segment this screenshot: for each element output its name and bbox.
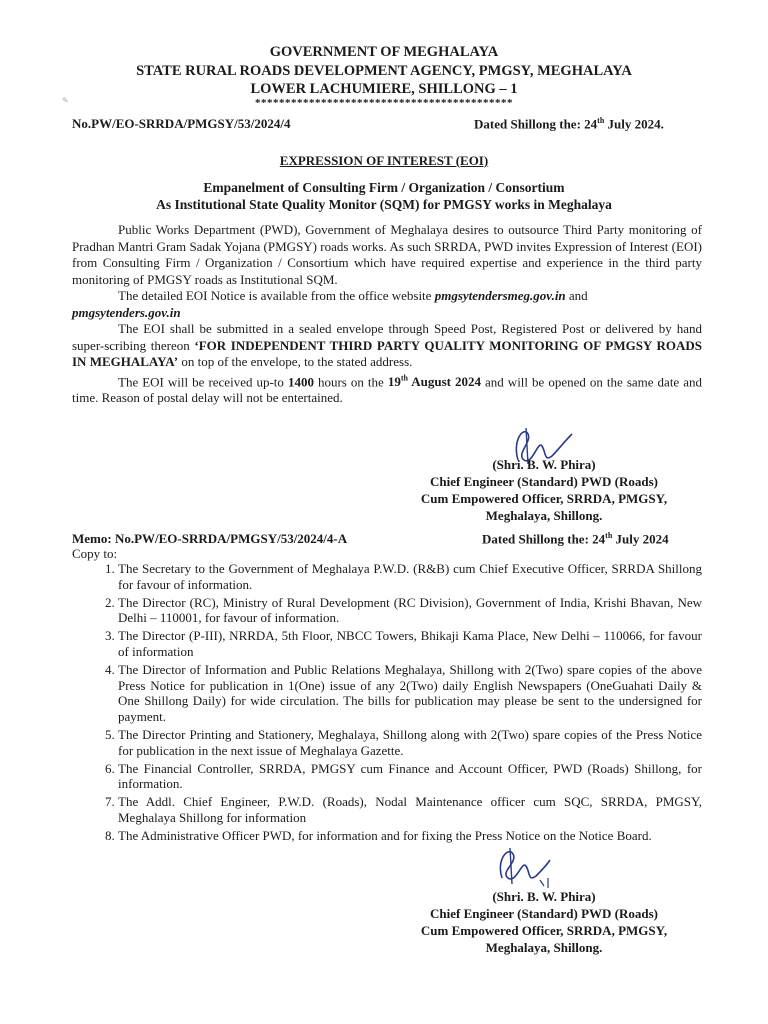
body-paragraph-4: The EOI will be received up-to 1400 hours on the 19th August 2024 and will be opened on the same date and time. Reason of postal delay will not be entertained.: [72, 373, 702, 406]
signature-block-1: [384, 456, 704, 524]
list-item: 5. The Director Printing and Stationery, Meghalaya, Shillong along with 2(Two) spare copies of the Press Notice for publication in the next issue of Meghalaya Gazette.: [118, 727, 702, 759]
signatory-office: Cum Empowered Officer, SRRDA, PMGSY,: [420, 491, 668, 506]
notice-body: [72, 222, 702, 407]
subtitle-line1: Empanelment of Consulting Firm / Organization / Consortium: [203, 180, 565, 195]
signature-scribble-2: [486, 842, 566, 894]
memo-number: Memo: No.PW/EO-SRRDA/PMGSY/53/2024/4-A: [72, 531, 348, 546]
signatory-location: Meghalaya, Shillong.: [485, 940, 603, 955]
header-government: GOVERNMENT OF MEGHALAYA: [269, 44, 499, 60]
copy-list: [72, 561, 702, 846]
copy-to-label: Copy to:: [72, 546, 118, 561]
website-link-1: pmgsytendersmeg.gov.in: [434, 288, 566, 303]
list-item: 7. The Addl. Chief Engineer, P.W.D. (Roads), Nodal Maintenance officer cum SQC, SRRDA, PMGSY, Meghalaya Shillong for information: [118, 794, 702, 826]
memo-date: Dated Shillong the: 24th July 2024: [482, 531, 669, 547]
body-paragraph-2: The detailed EOI Notice is available from the office website pmgsytendersmeg.gov.in and: [118, 288, 588, 303]
header-separator: *******************************************: [255, 97, 513, 109]
signature-block-2: [384, 888, 704, 956]
subtitle-line2: As Institutional State Quality Monitor (SQM) for PMGSY works in Meghalaya: [156, 197, 612, 212]
signatory-name: (Shri. B. W. Phira): [492, 457, 596, 472]
website-link-2: pmgsytenders.gov.in: [72, 304, 181, 320]
signatory-designation: Chief Engineer (Standard) PWD (Roads): [430, 474, 658, 489]
reference-number: No.PW/EO-SRRDA/PMGSY/53/2024/4: [72, 116, 291, 131]
list-item: 4. The Director of Information and Public Relations Meghalaya, Shillong with 2(Two) spare copies of the above Press Notice for publication in 1(One) issue of any 2(Two) daily English Newspapers (OneGuahati Daily & One Shillong Daily) for wide circulation. The bills for publication may please be sent to the undersigned for payment.: [118, 662, 702, 725]
header-agency: STATE RURAL ROADS DEVELOPMENT AGENCY, PMGSY, MEGHALAYA: [136, 63, 632, 79]
list-item: 2. The Director (RC), Ministry of Rural Development (RC Division), Government of India, Krishi Bhavan, New Delhi – 110001, for favour of information.: [118, 595, 702, 627]
body-paragraph-1: Public Works Department (PWD), Government of Meghalaya desires to outsource Third Party monitoring of Pradhan Mantri Gram Sadak Yojana (PMGSY) roads works. As such SRRDA, PWD invites Expression of Interest (EOI) from Consulting Firm / Organization / Consortium which have required expertise and experience in the third party monitoring of PMGSY roads as Institutional SQM.: [72, 222, 702, 287]
list-item: 1. The Secretary to the Government of Meghalaya P.W.D. (R&B) cum Chief Executive Officer, SRRDA Shillong for favour of information.: [118, 561, 702, 593]
signatory-location: Meghalaya, Shillong.: [485, 508, 603, 523]
signatory-office: Cum Empowered Officer, SRRDA, PMGSY,: [420, 923, 668, 938]
list-item: 6. The Financial Controller, SRRDA, PMGSY cum Finance and Account Officer, PWD (Roads) Shillong, for information.: [118, 761, 702, 793]
reference-date: Dated Shillong the: 24th July 2024.: [474, 116, 664, 132]
notice-title: EXPRESSION OF INTEREST (EOI): [279, 153, 489, 168]
body-paragraph-2-cont: [72, 305, 702, 322]
signatory-designation: Chief Engineer (Standard) PWD (Roads): [430, 906, 658, 921]
scan-mark: ✎: [62, 96, 69, 105]
header-address: LOWER LACHUMIERE, SHILLONG – 1: [250, 81, 518, 97]
list-item: 3. The Director (P-III), NRRDA, 5th Floor, NBCC Towers, Bhikaji Kama Place, New Delhi – 110066, for favour of information: [118, 628, 702, 660]
list-item: 8. The Administrative Officer PWD, for information and for fixing the Press Notice on the Notice Board.: [118, 828, 702, 844]
signatory-name: (Shri. B. W. Phira): [492, 889, 596, 904]
body-paragraph-3: The EOI shall be submitted in a sealed envelope through Speed Post, Registered Post or delivered by hand super-scribing thereon ‘FOR INDEPENDENT THIRD PARTY QUALITY MONITORING OF PMGSY ROADS IN MEGHALAYA’ on top of the envelope, to the stated address.: [72, 321, 702, 369]
